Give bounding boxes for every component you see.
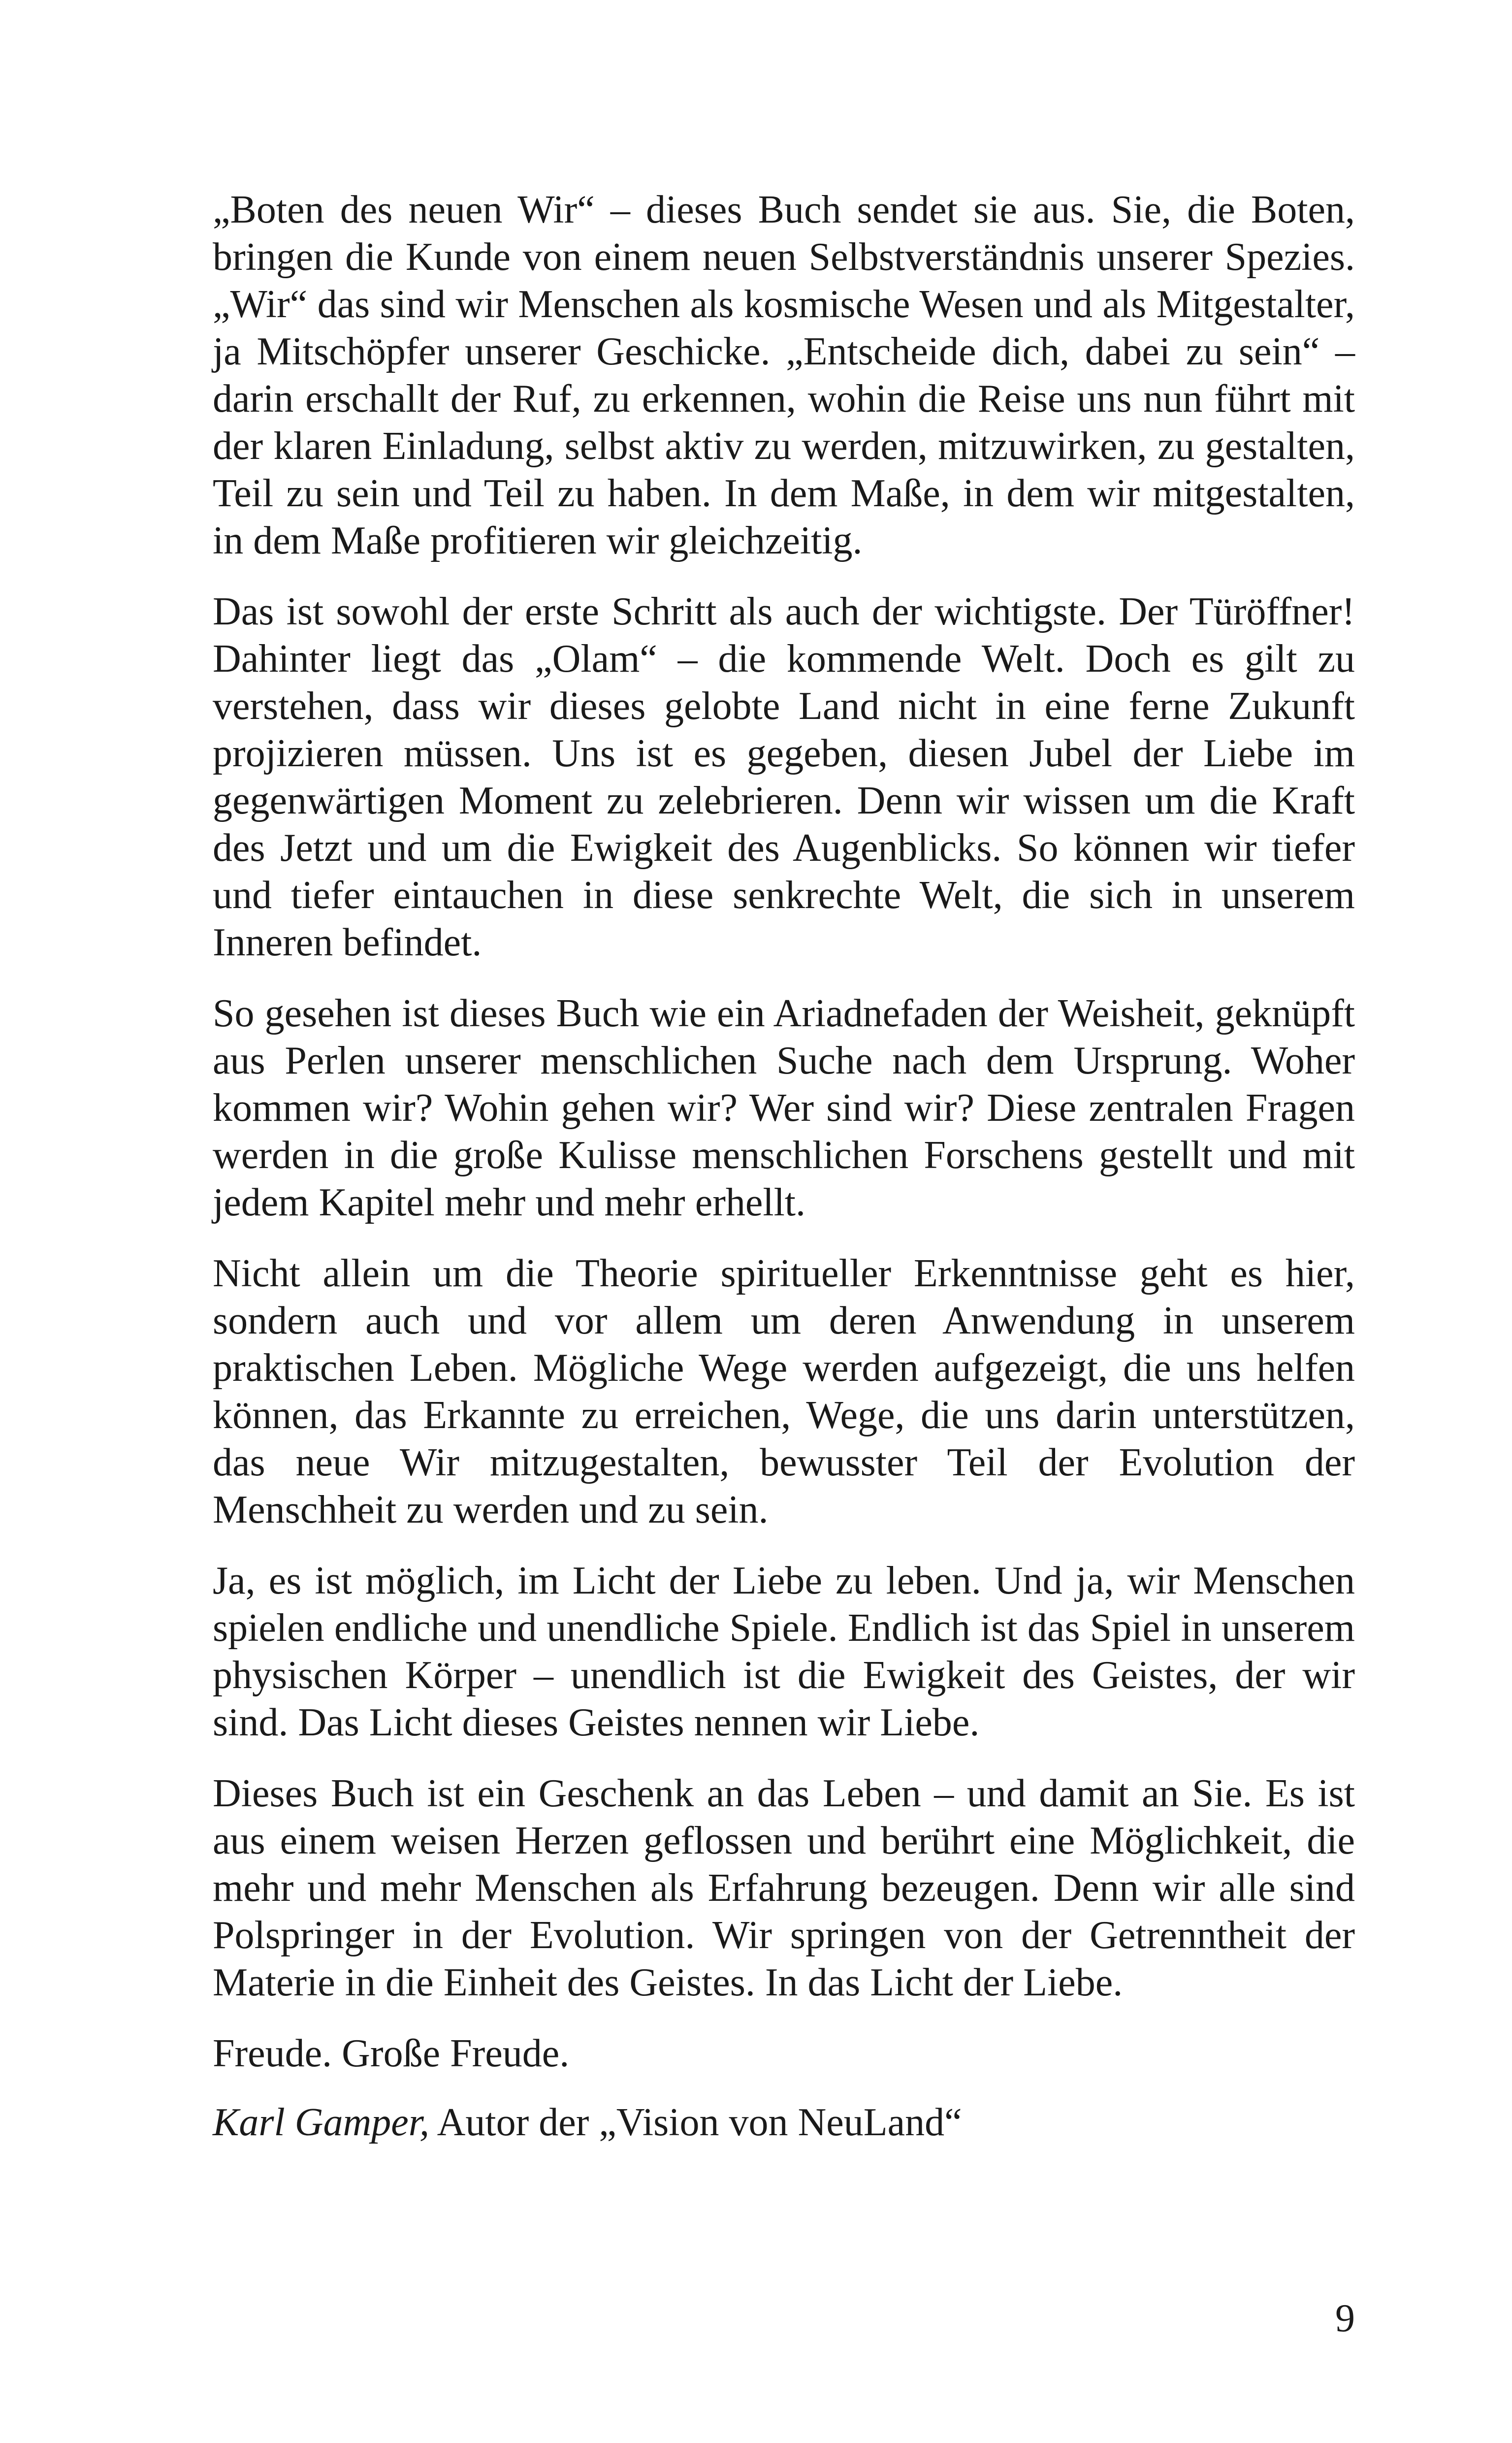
paragraph-4: Nicht allein um die Theorie spiritueller Erkenntnisse geht es hier, sondern auch und vor allem um deren Anwendung in unserem praktischen Leben. Mögliche Wege werden aufgezeigt, die uns helfen können, das Erkannte zu erreichen, Wege, die uns darin unterstützen, das neue Wir mitzugestalten, bewusster Teil der Evolution der Menschheit zu werden und zu sein. — [213, 1252, 1355, 1531]
page-number: 9 — [1335, 2297, 1355, 2340]
signature-author: Karl Gamper, — [213, 2101, 430, 2144]
body-text — [213, 186, 1355, 2146]
paragraph-5: Ja, es ist möglich, im Licht der Liebe zu leben. Und ja, wir Menschen spielen endliche und unendliche Spiele. Endlich ist das Spiel in unserem physischen Körper – unendlich ist die Ewigkeit des Geistes, der wir sind. Das Licht dieses Geistes nennen wir Liebe. — [213, 1559, 1355, 1744]
signature-description: Autor der „Vision von NeuLand“ — [429, 2101, 962, 2144]
paragraph-6: Dieses Buch ist ein Geschenk an das Leben – und damit an Sie. Es ist aus einem weisen Herzen geflossen und berührt eine Möglichkeit, die mehr und mehr Menschen als Erfahrung bezeugen. Denn wir alle sind Polspringer in der Evolution. Wir springen von der Getrenntheit der Materie in die Einheit des Geistes. In das Licht der Liebe. — [213, 1772, 1355, 2004]
paragraph-2: Das ist sowohl der erste Schritt als auch der wichtigste. Der Türöffner! Dahinter liegt das „Olam“ – die kommende Welt. Doch es gilt zu verstehen, dass wir dieses gelobte Land nicht in eine ferne Zukunft projizieren müssen. Uns ist es gegeben, diesen Jubel der Liebe im gegenwärtigen Moment zu zelebrieren. Denn wir wissen um die Kraft des Jetzt und um die Ewigkeit des Augenblicks. So können wir tiefer und tiefer eintauchen in diese senkrechte Welt, die sich in unserem Inneren befindet. — [213, 590, 1355, 964]
signature-line — [213, 2099, 1355, 2146]
paragraph-7: Freude. Große Freude. — [213, 2032, 570, 2075]
paragraph-3: So gesehen ist dieses Buch wie ein Ariadnefaden der Weisheit, geknüpft aus Perlen unserer menschlichen Suche nach dem Ursprung. Woher kommen wir? Wohin gehen wir? Wer sind wir? Diese zentralen Fragen werden in die große Kulisse menschlichen Forschens gestellt und mit jedem Kapitel mehr und mehr erhellt. — [213, 992, 1355, 1224]
paragraph-1: „Boten des neuen Wir“ – dieses Buch sendet sie aus. Sie, die Boten, bringen die Kunde von einem neuen Selbstverständnis unserer Spezies. „Wir“ das sind wir Menschen als kosmische Wesen und als Mitgestalter, ja Mitschöpfer unserer Geschicke. „Entscheide dich, dabei zu sein“ – darin erschallt der Ruf, zu erkennen, wohin die Reise uns nun führt mit der klaren Einladung, selbst aktiv zu werden, mitzuwirken, zu gestalten, Teil zu sein und Teil zu haben. In dem Maße, in dem wir mitgestalten, in dem Maße profitieren wir gleichzeitig. — [213, 188, 1355, 562]
